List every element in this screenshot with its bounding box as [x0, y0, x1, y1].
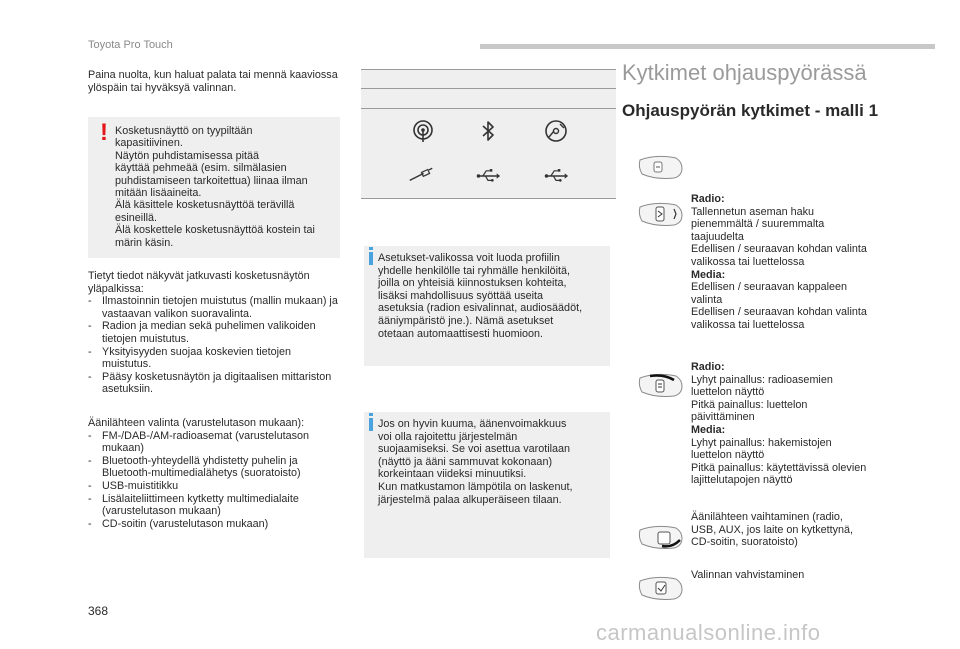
source-section: [88, 417, 343, 530]
intro-text: [88, 69, 343, 94]
info-line: suojaamiseksi. Se voi asettua varotilaan: [378, 443, 571, 456]
info-text: [378, 252, 608, 340]
entry-line: Lyhyt painallus: radioasemien: [691, 373, 833, 386]
entry-line: USB, AUX, jos laite on kytkettynä,: [691, 523, 854, 536]
entry-line: päivittäminen: [691, 411, 755, 424]
info-line: korkeintaan viideksi minuutiksi.: [378, 468, 527, 481]
source-control-icon: [636, 522, 686, 552]
entry-line: Äänilähteen vaihtaminen (radio,: [691, 511, 843, 523]
entry-line: valikossa tai luettelossa: [691, 318, 805, 331]
list-item-text: Radion ja median sekä puhelimen valikoiden tietojen muistutus.: [102, 320, 316, 345]
entry-source: [691, 511, 911, 549]
list-item: [88, 295, 343, 320]
bluetooth-icon: [475, 118, 501, 144]
info-box-profiles: [364, 246, 610, 366]
entry-line: Edellisen / seuraavan kappaleen: [691, 281, 848, 294]
page-number: 368: [88, 604, 109, 618]
info-line: voi olla rajoitettu järjestelmän: [378, 430, 518, 443]
entry-line: Pitkä painallus: luettelon: [691, 398, 808, 411]
aux-icon: [408, 163, 434, 189]
warning-line: märin käsin.: [115, 236, 174, 249]
warning-line: kapasitiivinen.: [115, 137, 183, 150]
warning-icon: !: [100, 119, 108, 146]
source-list: [88, 430, 343, 531]
list-item: [88, 320, 343, 345]
info-icon: [369, 252, 373, 265]
entry-line: Valinnan vahvistaminen: [691, 569, 805, 581]
entry-line: valikossa tai luettelossa: [691, 255, 805, 268]
list-item: [88, 493, 343, 518]
screen-divider: [361, 69, 616, 70]
info-line: Jos on hyvin kuuma, äänenvoimakkuus: [378, 418, 567, 430]
list-item-text: Yksityisyyden suojaa koskevien tietojen muistutus.: [102, 345, 292, 371]
header-bar: [480, 44, 935, 49]
entry-line: Radio:: [691, 193, 725, 205]
info-text: [378, 418, 608, 506]
entry-line: valinta: [691, 293, 723, 306]
list-item-text: Lisälaiteliittimeen kytketty multimedialaite (varustelutason mukaan): [102, 492, 299, 518]
entry-confirm: [691, 569, 911, 582]
info-line: joilla on yhteisiä kiinnostuksen kohteita,: [378, 277, 567, 290]
usb-icon: [475, 163, 501, 189]
bullet-dash: -: [88, 479, 92, 492]
intro-paragraph: Paina nuolta, kun haluat palata tai mennä kaaviossa ylöspäin tai hyväksyä valinnan.: [88, 69, 338, 94]
list-item-text: Pääsy kosketusnäytön ja digitaalisen mittariston asetuksiin.: [102, 370, 332, 396]
entry-line: Edellisen / seuraavan kohdan valinta: [691, 243, 867, 256]
screen-divider: [361, 198, 616, 199]
usb-icon: [543, 163, 569, 189]
list-item: [88, 480, 343, 493]
seek-control-icon: [636, 199, 686, 229]
radio-icon: [410, 118, 436, 144]
entry-line: Lyhyt painallus: hakemistojen: [691, 436, 832, 449]
warning-line: esineillä.: [115, 211, 158, 224]
warning-line: Älä käsittele kosketusnäyttöä terävillä: [115, 199, 295, 212]
bullet-dash: -: [88, 517, 92, 530]
info-line: järjestelmä palaa alkuperäiseen tilaan.: [378, 493, 562, 506]
info-line: otetaan automaattisesti huomioon.: [378, 327, 544, 340]
list-item: [88, 371, 343, 396]
entry-line: luettelon näyttö: [691, 449, 765, 462]
cd-icon: [543, 118, 569, 144]
entry-line: Tallennetun aseman haku: [691, 205, 815, 218]
status-list: [88, 295, 343, 396]
list-item-text: FM-/DAB-/AM-radioasemat (varustelutason mukaan): [102, 429, 310, 455]
info-line: (näyttö ja ääni sammuvat kokonaan): [378, 455, 553, 468]
info-line: Kun matkustamon lämpötila on laskenut,: [378, 480, 573, 493]
bullet-dash: -: [88, 320, 92, 333]
steering-control-icon: [636, 152, 686, 182]
info-line: asetuksia (radion esivalinnat, audiosäädöt,: [378, 302, 583, 315]
warning-line: puhdistamiseen tarkoitettua) liinaa ilman: [115, 174, 308, 187]
info-line: ääniympäristö jne.). Nämä asetukset: [378, 314, 554, 327]
info-line: lisäksi mahdollisuus syöttää useita: [378, 289, 544, 302]
warning-text: [115, 125, 340, 249]
bullet-dash: -: [88, 492, 92, 505]
entry-line: CD-soitin, suoratoisto): [691, 536, 798, 549]
source-intro: Äänilähteen valinta (varustelutason mukaan):: [88, 417, 305, 429]
bullet-dash: -: [88, 345, 92, 358]
section-title: Kytkimet ohjauspyörässä: [622, 60, 867, 85]
bullet-dash: -: [88, 370, 92, 383]
list-item: [88, 430, 343, 455]
screen-divider: [361, 108, 616, 109]
header-title: Toyota Pro Touch: [88, 39, 173, 51]
bullet-dash: -: [88, 454, 92, 467]
warning-line: käyttää pehmeää (esim. silmälasien: [115, 162, 287, 175]
info-icon: [369, 418, 373, 431]
warning-line: Älä koskettele kosketusnäyttöä kostein tai: [115, 224, 315, 237]
info-line: Asetukset-valikossa voit luoda profiilin: [378, 252, 560, 264]
watermark: carmanualsonline.info: [596, 620, 821, 645]
warning-line: Kosketusnäyttö on tyypiltään: [115, 125, 253, 137]
list-item-text: Bluetooth-yhteydellä yhdistetty puhelin ja Bluetooth-multimedialähetys (suoratoisto): [102, 454, 301, 480]
warning-line: mitään lisäaineita.: [115, 187, 202, 200]
list-item-text: USB-muistitikku: [102, 479, 179, 492]
list-item: [88, 346, 343, 371]
bullet-dash: -: [88, 429, 92, 442]
entry-line: lajittelutapojen näyttö: [691, 474, 793, 487]
entry-line: luettelon näyttö: [691, 386, 765, 399]
status-section: [88, 270, 343, 396]
entry-line: Media:: [691, 268, 726, 281]
list-item-text: Ilmastoinnin tietojen muistutus (mallin mukaan) ja vastaavan valikon suoravalinta.: [102, 295, 338, 320]
sub-title: Ohjauspyörän kytkimet - malli 1: [622, 101, 879, 120]
status-intro: Tietyt tiedot näkyvät jatkuvasti kosketusnäytön yläpalkissa:: [88, 270, 310, 295]
info-box-heat: [364, 412, 610, 558]
entry-line: Edellisen / seuraavan kohdan valinta: [691, 306, 867, 319]
entry-line: Media:: [691, 423, 726, 436]
list-item: [88, 518, 343, 531]
list-control-icon: [636, 370, 686, 400]
bullet-dash: -: [88, 295, 92, 308]
confirm-control-icon: [636, 573, 686, 603]
warning-line: Näytön puhdistamisessa pitää: [115, 149, 260, 162]
entry-list: [691, 361, 911, 487]
entry-line: taajuudelta: [691, 230, 744, 243]
entry-line: pienemmältä / suuremmalta: [691, 218, 825, 231]
list-item-text: CD-soitin (varustelutason mukaan): [102, 517, 269, 530]
entry-line: Pitkä painallus: käytettävissä olevien: [691, 461, 867, 474]
entry-seek: [691, 193, 911, 332]
screen-divider: [361, 88, 616, 89]
warning-box: [88, 117, 340, 258]
entry-line: Radio:: [691, 361, 725, 373]
list-item: [88, 455, 343, 480]
info-line: yhdelle henkilölle tai ryhmälle henkilöitä,: [378, 264, 571, 277]
